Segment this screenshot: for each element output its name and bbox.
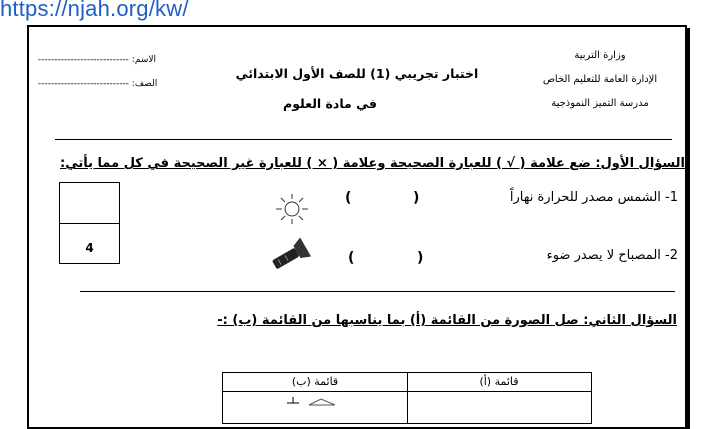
school-name: مدرسة التميز النموذجية (551, 98, 649, 109)
list-b-image (287, 395, 337, 415)
flashlight-icon (266, 236, 314, 276)
answer-paren-close-2: ) (417, 250, 424, 266)
ministry-name: وزارة التربية (574, 50, 626, 61)
source-url[interactable]: https://njah.org/kw/ (0, 0, 189, 21)
answer-paren-open-1: ( (345, 190, 352, 206)
score-box (59, 182, 120, 264)
statement-2: 2- المصباح لا يصدر ضوء (546, 248, 678, 263)
sun-icon (272, 192, 312, 226)
question1-title: السؤال الأول: ضع علامة ( √ ) للعبارة الصحيحة وعلامة ( × ) للعبارة غير الصحيحة في كل مما يأتي: (60, 156, 685, 171)
name-field-label: الاسم: ---------------------------- (38, 55, 156, 65)
header-divider (55, 139, 672, 140)
question2-title: السؤال الثاني: صل الصورة من القائمة (أ) بما يناسبها من القائمة (ب) :- (217, 313, 677, 328)
statement-1: 1- الشمس مصدر للحرارة نهاراً (509, 190, 678, 205)
score-value: 4 (85, 241, 94, 255)
subject-title: في مادة العلوم (283, 96, 377, 111)
score-box-divider (60, 223, 119, 224)
list-b-header: قائمة (ب) (291, 375, 339, 388)
answer-paren-open-2: ( (348, 250, 355, 266)
question-divider (80, 291, 675, 292)
class-field-label: الصف: ---------------------------- (38, 79, 158, 89)
answer-paren-close-1: ) (413, 190, 420, 206)
table-header-rule (223, 391, 591, 392)
matching-table (222, 372, 592, 424)
exam-title: اختبار تجريبي (1) للصف الأول الابتدائي (235, 66, 479, 81)
department-name: الإدارة العامة للتعليم الخاص (542, 74, 658, 85)
list-a-header: قائمة (أ) (479, 375, 519, 388)
